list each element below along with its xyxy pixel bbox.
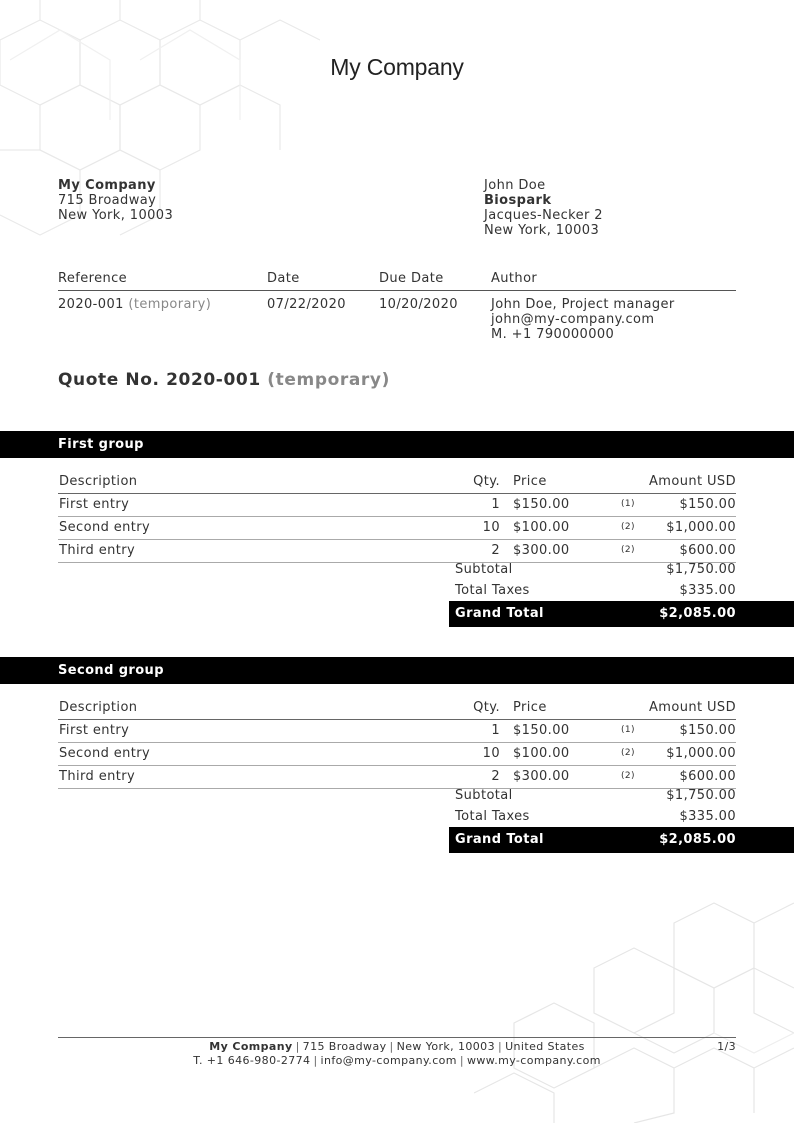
item-tax-ref: (2) (621, 748, 635, 758)
item-description: Second entry (59, 746, 151, 761)
totals-block (449, 559, 736, 627)
date-value: 07/22/2020 (267, 297, 346, 312)
item-description: First entry (59, 497, 130, 512)
subtotal-label: Subtotal (455, 788, 513, 803)
grand-total-row (449, 827, 794, 853)
item-price: $300.00 (513, 543, 570, 558)
item-amount: $600.00 (679, 769, 736, 784)
item-qty: 1 (491, 497, 500, 512)
footer-country: United States (505, 1040, 585, 1053)
item-tax-ref: (2) (621, 771, 635, 781)
items-header-row (58, 697, 736, 720)
footer-separator: | (497, 1040, 503, 1053)
qty-header: Qty. (473, 474, 500, 489)
subtotal-value: $1,750.00 (666, 562, 736, 577)
item-group (0, 657, 794, 847)
item-price: $100.00 (513, 746, 570, 761)
amount-header: Amount USD (649, 700, 736, 715)
item-amount: $1,000.00 (666, 746, 736, 761)
totals-block (449, 785, 736, 853)
item-price: $150.00 (513, 497, 570, 512)
price-header: Price (513, 700, 547, 715)
item-description: First entry (59, 723, 130, 738)
footer-city: New York, 10003 (396, 1040, 495, 1053)
item-description: Third entry (59, 769, 136, 784)
description-header: Description (59, 700, 138, 715)
table-row (58, 720, 736, 743)
meta-header-row (58, 271, 736, 291)
item-amount: $150.00 (679, 497, 736, 512)
author-name: John Doe, Project manager (491, 297, 675, 312)
item-description: Second entry (59, 520, 151, 535)
item-group (0, 431, 794, 621)
grand-total-row (449, 601, 794, 627)
taxes-value: $335.00 (679, 583, 736, 598)
sender-street: 715 Broadway (58, 193, 157, 208)
item-description: Third entry (59, 543, 136, 558)
footer-company: My Company (209, 1040, 293, 1053)
item-qty: 1 (491, 723, 500, 738)
subtotal-value: $1,750.00 (666, 788, 736, 803)
footer-separator: | (295, 1040, 300, 1053)
subtotal-row (449, 785, 736, 806)
subtotal-label: Subtotal (455, 562, 513, 577)
quote-number: Quote No. 2020-001 (58, 370, 261, 390)
recipient-street: Jacques-Necker 2 (484, 208, 603, 223)
items-table (58, 471, 736, 563)
footer-website: www.my-company.com (467, 1054, 601, 1067)
footer-street: 715 Broadway (302, 1040, 387, 1053)
taxes-row (449, 806, 736, 827)
item-price: $150.00 (513, 723, 570, 738)
page-number: 1/3 (717, 1040, 736, 1053)
item-qty: 10 (482, 520, 500, 535)
footer-separator: | (459, 1054, 465, 1067)
quote-status: (temporary) (267, 370, 390, 390)
reference-value (58, 297, 211, 312)
item-tax-ref: (2) (621, 545, 635, 555)
author-header: Author (491, 271, 538, 286)
item-amount: $600.00 (679, 543, 736, 558)
taxes-label: Total Taxes (455, 809, 530, 824)
table-row (58, 494, 736, 517)
author-value (491, 297, 675, 342)
item-qty: 2 (491, 769, 500, 784)
item-price: $300.00 (513, 769, 570, 784)
grand-total-value: $2,085.00 (659, 606, 736, 621)
footer-contact-line (58, 1054, 736, 1068)
item-qty: 2 (491, 543, 500, 558)
reference-header: Reference (58, 271, 128, 286)
amount-header: Amount USD (649, 474, 736, 489)
sender-address (58, 178, 173, 223)
recipient-company: Biospark (484, 193, 552, 208)
item-qty: 10 (482, 746, 500, 761)
qty-header: Qty. (473, 700, 500, 715)
quote-title (58, 370, 390, 390)
taxes-row (449, 580, 736, 601)
taxes-value: $335.00 (679, 809, 736, 824)
author-phone: M. +1 790000000 (491, 327, 615, 342)
item-tax-ref: (2) (621, 522, 635, 532)
reference-status: (temporary) (128, 297, 212, 312)
items-header-row (58, 471, 736, 494)
grand-total-value: $2,085.00 (659, 832, 736, 847)
recipient-city: New York, 10003 (484, 223, 600, 238)
footer-address-line (58, 1040, 736, 1054)
sender-name: My Company (58, 178, 156, 193)
price-header: Price (513, 474, 547, 489)
date-header: Date (267, 271, 300, 286)
quote-meta-table (58, 271, 736, 341)
item-price: $100.00 (513, 520, 570, 535)
grand-total-label: Grand Total (455, 832, 544, 847)
item-amount: $1,000.00 (666, 520, 736, 535)
footer-phone: T. +1 646-980-2774 (193, 1054, 311, 1067)
footer-email: info@my-company.com (320, 1054, 457, 1067)
item-tax-ref: (1) (621, 725, 635, 735)
due-date-value: 10/20/2020 (379, 297, 458, 312)
item-tax-ref: (1) (621, 499, 635, 509)
meta-value-row (58, 291, 736, 341)
subtotal-row (449, 559, 736, 580)
footer-separator: | (389, 1040, 394, 1053)
group-title: Second group (0, 657, 794, 684)
background-pattern-bottom (474, 893, 794, 1123)
description-header: Description (59, 474, 138, 489)
company-title: My Company (330, 54, 464, 80)
group-title: First group (0, 431, 794, 458)
footer-separator: | (313, 1054, 318, 1067)
table-row (58, 517, 736, 540)
author-email: john@my-company.com (491, 312, 655, 327)
table-row (58, 743, 736, 766)
item-amount: $150.00 (679, 723, 736, 738)
taxes-label: Total Taxes (455, 583, 530, 598)
page-footer (58, 1037, 736, 1068)
items-table (58, 697, 736, 789)
recipient-name: John Doe (484, 178, 546, 193)
due-date-header: Due Date (379, 271, 444, 286)
recipient-address (484, 178, 603, 238)
sender-city: New York, 10003 (58, 208, 174, 223)
reference-number: 2020-001 (58, 297, 124, 312)
grand-total-label: Grand Total (455, 606, 544, 621)
